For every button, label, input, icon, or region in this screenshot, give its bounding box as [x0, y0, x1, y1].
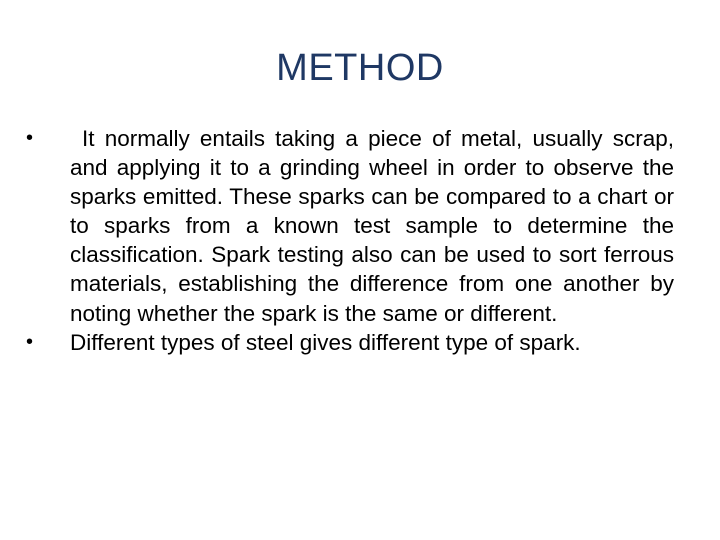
bullet-text: It normally entails taking a piece of metal, usually scrap, and applying it to a grinding wheel in order to observe the sparks emitted. These sparks can be compared to a chart or to sparks from a known test sample to determine the classification. Spark testing also can be used to sort ferrous materials, establishing the difference from one another by noting whether the spark is the same or different. — [70, 126, 674, 326]
bullet-item — [24, 124, 674, 328]
bullet-marker: • — [26, 330, 34, 353]
bullet-marker: • — [26, 127, 34, 149]
bullet-text: Different types of steel gives different type of spark. — [70, 329, 581, 355]
bullet-item — [24, 328, 674, 357]
slide-title: METHOD — [276, 47, 444, 89]
bullet-list — [24, 124, 674, 357]
